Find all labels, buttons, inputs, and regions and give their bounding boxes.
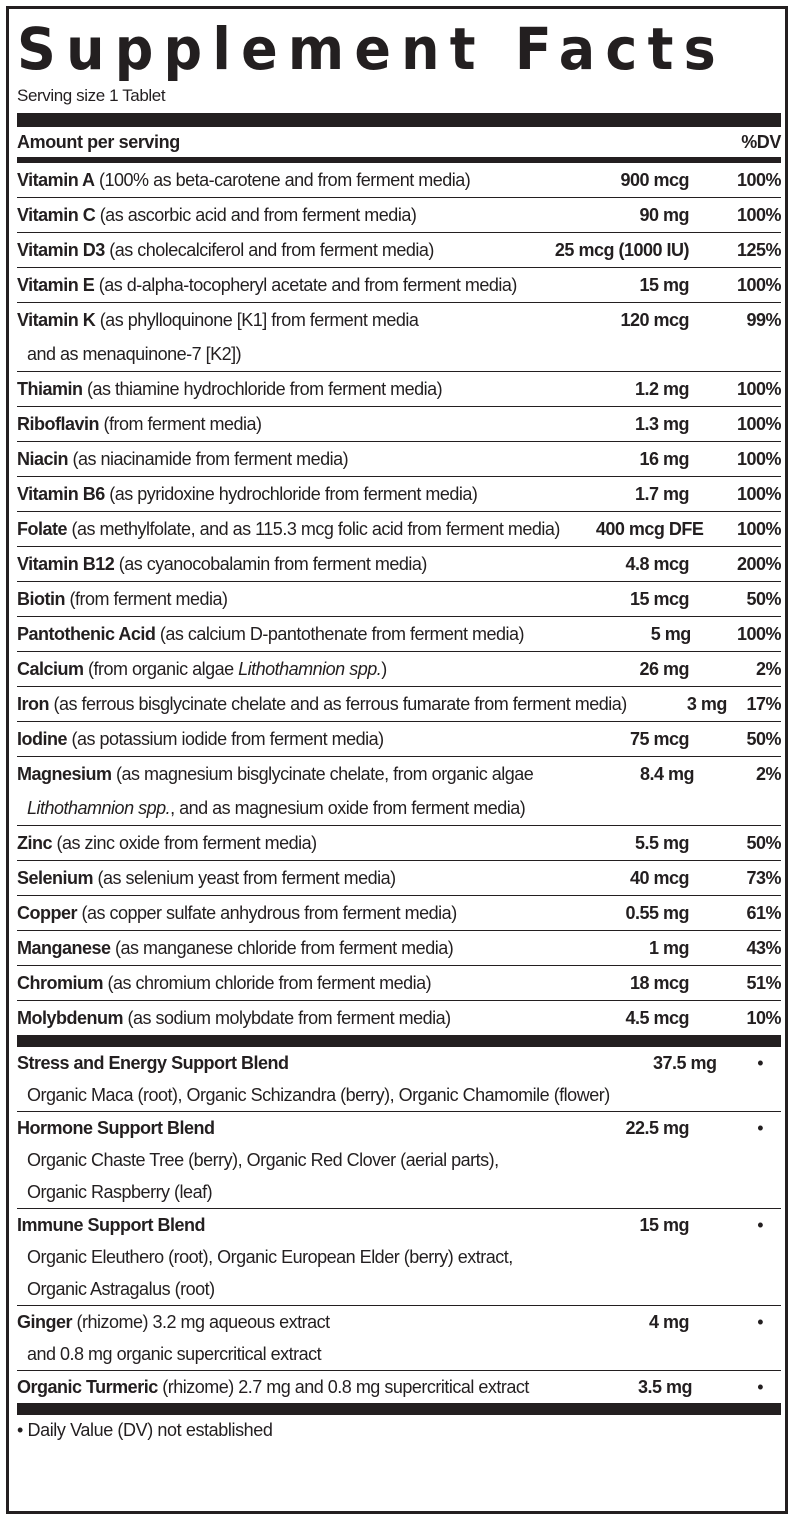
blend-ingredients: and 0.8 mg organic supercritical extract [27,1344,322,1364]
nutrient-name: Iron [17,694,49,714]
nutrient-name: Copper [17,903,77,923]
nutrient-dv: 100% [736,449,781,469]
nutrient-name-cell [17,477,519,511]
nutrient-dv: 100% [736,170,781,190]
blend-name-cell [17,1371,529,1403]
nutrient-dv: 100% [736,624,781,644]
blend-name-cell [17,1209,519,1305]
nutrient-name: Thiamin [17,379,83,399]
nutrient-dv: 17% [746,694,781,714]
nutrient-row [17,861,781,896]
blend-ingredients: Organic Maca (root), Organic Schizandra (berry), Organic Chamomile (flower) [27,1085,610,1105]
nutrient-row [17,477,781,512]
nutrient-list [17,163,781,1035]
nutrient-dv: 100% [736,379,781,399]
nutrient-row [17,233,781,268]
blend-head [17,1371,529,1403]
nutrient-name: Biotin [17,589,65,609]
nutrient-name: Chromium [17,973,103,993]
nutrient-name: Vitamin D3 [17,240,105,260]
nutrient-row [17,407,781,442]
nutrient-row [17,547,781,582]
blend-ingredients: Organic Raspberry (leaf) [27,1182,213,1202]
nutrient-line [17,652,519,686]
blend-dv: • [757,1053,763,1073]
blend-head [17,1209,519,1241]
nutrient-line [17,547,519,581]
panel-title: Supplement Facts [17,15,726,83]
nutrient-desc: (as manganese chloride from ferment media) [110,938,454,958]
supplement-facts-panel [6,6,788,1514]
nutrient-dv: 50% [746,729,781,749]
nutrient-row [17,617,781,652]
nutrient-dv: 100% [736,519,781,539]
nutrient-row [17,163,781,198]
nutrient-dv: 50% [746,589,781,609]
nutrient-amount: 5 mg [650,624,691,644]
blend-dv: • [757,1377,763,1397]
blend-name: Immune Support Blend [17,1215,205,1235]
nutrient-amount: 15 mcg [629,589,689,609]
nutrient-desc: (from ferment media) [65,589,228,609]
nutrient-dv: 51% [746,973,781,993]
nutrient-amount: 90 mg [639,205,689,225]
nutrient-row [17,931,781,966]
nutrient-dv: 43% [746,938,781,958]
nutrient-dv: 200% [736,554,781,574]
nutrient-desc: (as pyridoxine hydrochloride from ferment media) [104,484,478,504]
blend-head [17,1306,519,1338]
amount-per-serving-label: Amount per serving [17,132,180,152]
nutrient-line [17,617,524,651]
nutrient-amount: 1.3 mg [634,414,689,434]
nutrient-amount: 18 mcg [629,973,689,993]
nutrient-row [17,1001,781,1035]
nutrient-desc: (100% as beta-carotene and from ferment media) [94,170,471,190]
nutrient-amount: 16 mg [639,449,689,469]
nutrient-desc: (as ascorbic acid and from ferment media) [95,205,417,225]
nutrient-amount: 4.8 mcg [625,554,689,574]
nutrient-name-cell [17,547,519,581]
nutrient-desc: (as magnesium bisglycinate chelate, from organic algae [111,764,534,784]
blend-amount: 37.5 mg [652,1053,717,1073]
divider-heavy [17,1035,781,1047]
serving-size: Serving size 1 Tablet [17,86,166,105]
nutrient-amount: 75 mcg [629,729,689,749]
nutrient-desc: (as calcium D-pantothenate from ferment media) [155,624,525,644]
nutrient-name-cell [17,861,519,895]
nutrient-desc2-italic: Lithothamnion spp. [27,798,171,818]
nutrient-desc: (as thiamine hydrochloride from ferment media) [82,379,443,399]
nutrient-amount: 1.2 mg [634,379,689,399]
nutrient-line [17,896,519,930]
nutrient-line-2 [17,337,519,371]
nutrient-dv: 99% [746,310,781,330]
nutrient-desc: (as cyanocobalamin from ferment media) [114,554,427,574]
nutrient-line [17,826,519,860]
nutrient-amount: 900 mcg [620,170,689,190]
blend-row [17,1209,781,1306]
nutrient-line [17,477,519,511]
nutrient-amount: 26 mg [639,659,689,679]
nutrient-name-cell [17,896,519,930]
nutrient-amount: 3 mg [686,694,727,714]
nutrient-line [17,303,519,337]
nutrient-amount: 1 mg [648,938,689,958]
nutrient-amount: 120 mcg [620,310,689,330]
nutrient-name-cell [17,198,519,232]
nutrient-name: Zinc [17,833,53,853]
nutrient-name-cell [17,407,519,441]
nutrient-row [17,896,781,931]
nutrient-dv: 100% [736,414,781,434]
blend-row [17,1306,781,1371]
blend-ingredients: Organic Eleuthero (root), Organic European Elder (berry) extract, [27,1247,513,1267]
nutrient-desc: (from ferment media) [99,414,262,434]
blend-amount: 22.5 mg [625,1118,689,1138]
nutrient-line [17,407,519,441]
nutrient-line [17,722,519,756]
nutrient-desc: (as phylloquinone [K1] from ferment media [95,310,419,330]
nutrient-desc: (as ferrous bisglycinate chelate and as ferrous fumarate from ferment media) [49,694,627,714]
nutrient-line-2 [17,791,533,825]
nutrient-dv: 100% [736,275,781,295]
nutrient-name: Riboflavin [17,414,100,434]
nutrient-name: Magnesium [17,764,112,784]
blend-ingredients: Organic Chaste Tree (berry), Organic Red Clover (aerial parts), [27,1150,499,1170]
nutrient-row [17,757,781,826]
blend-row [17,1047,781,1112]
nutrient-desc: (as zinc oxide from ferment media) [52,833,317,853]
nutrient-name-cell [17,826,519,860]
nutrient-name: Vitamin C [17,205,96,225]
nutrient-amount: 0.55 mg [625,903,689,923]
blend-amount: 4 mg [648,1312,689,1332]
nutrient-dv: 2% [755,659,781,679]
nutrient-row [17,722,781,757]
nutrient-dv: 73% [746,868,781,888]
blend-name-cell [17,1112,519,1208]
blend-name: Hormone Support Blend [17,1118,215,1138]
nutrient-name-cell [17,617,524,651]
nutrient-amount: 5.5 mg [634,833,689,853]
nutrient-desc2: , and as magnesium oxide from ferment media) [170,798,526,818]
nutrient-name-cell [17,722,519,756]
nutrient-name: Vitamin E [17,275,95,295]
blend-amount: 3.5 mg [637,1377,692,1397]
nutrient-amount: 4.5 mcg [625,1008,689,1028]
nutrient-line [17,233,519,267]
nutrient-desc-italic: Lithothamnion spp. [238,659,382,679]
blend-dv: • [757,1118,763,1138]
nutrient-dv: 100% [736,205,781,225]
nutrient-amount: 400 mcg DFE [595,519,704,539]
blend-head [17,1112,519,1144]
nutrient-line [17,582,519,616]
nutrient-name: Pantothenic Acid [17,624,156,644]
blend-name: Organic Turmeric [17,1377,158,1397]
nutrient-line [17,372,519,406]
divider-thick [17,113,781,127]
blend-head [17,1047,610,1079]
blend-name: Stress and Energy Support Blend [17,1053,289,1073]
nutrient-name: Niacin [17,449,69,469]
nutrient-row [17,512,781,547]
nutrient-row [17,372,781,407]
nutrient-row [17,198,781,233]
nutrient-line [17,1001,519,1035]
nutrient-name-cell [17,757,533,825]
nutrient-name: Calcium [17,659,84,679]
blend-amount: 15 mg [639,1215,689,1235]
nutrient-name-cell [17,163,519,197]
nutrient-desc: (as cholecalciferol and from ferment media) [104,240,434,260]
nutrient-name: Folate [17,519,68,539]
nutrient-name-cell [17,303,519,371]
nutrient-name: Vitamin B6 [17,484,105,504]
nutrient-desc: (as chromium chloride from ferment media) [103,973,432,993]
nutrient-name-cell [17,652,519,686]
footnote: • Daily Value (DV) not established [17,1420,273,1440]
blend-dv: • [757,1215,763,1235]
nutrient-desc: (as d-alpha-tocopheryl acetate and from ferment media) [94,275,517,295]
nutrient-line [17,512,560,546]
nutrient-name: Selenium [17,868,94,888]
nutrient-row [17,268,781,303]
blend-name-cell [17,1306,519,1370]
nutrient-desc: (as copper sulfate anhydrous from ferment media) [77,903,457,923]
nutrient-line [17,931,519,965]
nutrient-dv: 10% [746,1008,781,1028]
nutrient-dv: 50% [746,833,781,853]
nutrient-amount: 40 mcg [629,868,689,888]
nutrient-name: Vitamin K [17,310,96,330]
nutrient-row [17,303,781,372]
nutrient-name-cell [17,233,519,267]
nutrient-desc: (from organic algae [83,659,239,679]
blend-dv: • [757,1312,763,1332]
blend-name: Ginger [17,1312,73,1332]
nutrient-line [17,268,519,302]
nutrient-desc: (as methylfolate, and as 115.3 mcg folic acid from ferment media) [67,519,560,539]
nutrient-dv: 2% [755,764,781,784]
nutrient-desc: (as sodium molybdate from ferment media) [123,1008,451,1028]
nutrient-row [17,826,781,861]
blend-name-cell [17,1047,610,1111]
nutrient-name-cell [17,966,519,1000]
dv-label: %DV [741,132,781,152]
nutrient-line [17,687,627,721]
nutrient-row [17,687,781,722]
nutrient-amount: 1.7 mg [634,484,689,504]
nutrient-desc: (as niacinamide from ferment media) [68,449,349,469]
nutrient-line [17,966,519,1000]
nutrient-row [17,582,781,617]
blend-desc: (rhizome) 3.2 mg aqueous extract [72,1312,330,1332]
nutrient-line [17,757,533,791]
nutrient-desc: (as selenium yeast from ferment media) [93,868,396,888]
nutrient-row [17,652,781,687]
nutrient-row [17,966,781,1001]
blend-row [17,1112,781,1209]
nutrient-name-cell [17,1001,519,1035]
nutrient-line [17,163,519,197]
nutrient-line [17,861,519,895]
nutrient-name: Manganese [17,938,111,958]
nutrient-line [17,198,519,232]
nutrient-name: Molybdenum [17,1008,123,1028]
nutrient-dv: 125% [736,240,781,260]
nutrient-desc2: and as menaquinone-7 [K2]) [27,344,242,364]
nutrient-name: Vitamin A [17,170,95,190]
column-header [17,127,781,157]
divider-heavy-bottom [17,1403,781,1415]
nutrient-name-cell [17,268,519,302]
nutrient-name-cell [17,372,519,406]
nutrient-desc: (as potassium iodide from ferment media) [67,729,384,749]
nutrient-amount: 15 mg [639,275,689,295]
nutrient-dv: 100% [736,484,781,504]
nutrient-amount: 25 mcg (1000 IU) [554,240,689,260]
blend-ingredients: Organic Astragalus (root) [27,1279,215,1299]
nutrient-name-cell [17,687,627,721]
blend-list [17,1047,781,1403]
nutrient-name-cell [17,512,560,546]
nutrient-amount: 8.4 mg [639,764,695,784]
nutrient-row [17,442,781,477]
nutrient-name-cell [17,931,519,965]
nutrient-name: Vitamin B12 [17,554,115,574]
nutrient-desc-end: ) [381,659,387,679]
blend-desc: (rhizome) 2.7 mg and 0.8 mg supercritical extract [157,1377,529,1397]
blend-row [17,1371,781,1403]
nutrient-name-cell [17,582,519,616]
nutrient-name-cell [17,442,519,476]
nutrient-line [17,442,519,476]
nutrient-name: Iodine [17,729,67,749]
nutrient-dv: 61% [746,903,781,923]
